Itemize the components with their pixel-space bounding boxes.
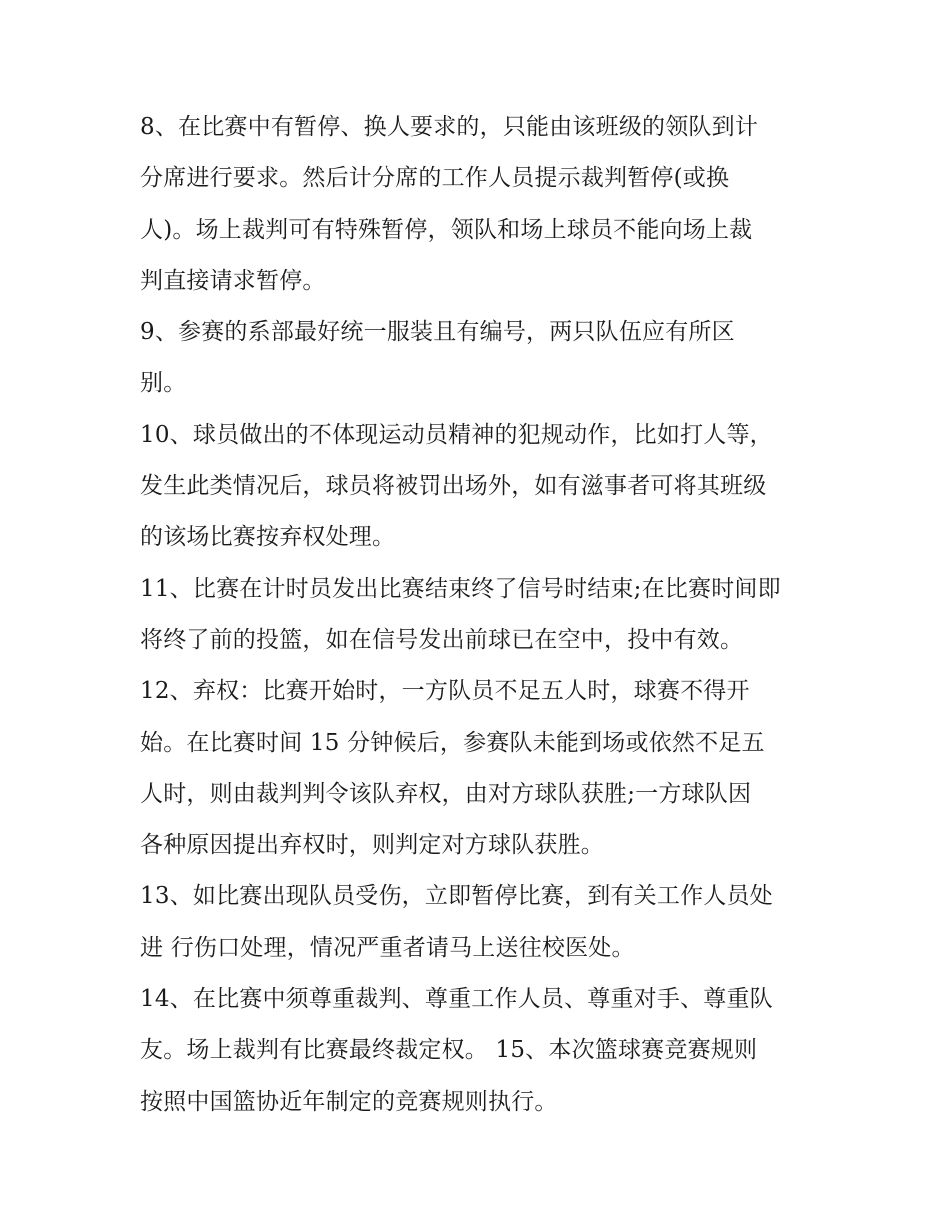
text-line: 13、如比赛出现队员受伤，立即暂停比赛，到有关工作人员处 (140, 883, 773, 910)
text-line: 别。 (140, 370, 187, 397)
text-line: 人时，则由裁判判令该队弃权，由对方球队获胜;一方球队因 (140, 780, 752, 807)
text-line: 14、在比赛中须尊重裁判、尊重工作人员、尊重对手、尊重队 (140, 986, 773, 1013)
text-line: 9、参赛的系部最好统一服装且有编号，两只队伍应有所区 (140, 319, 735, 346)
text-line: 人)。场上裁判可有特殊暂停，领队和场上球员不能向场上裁 (140, 216, 753, 243)
text-line: 按照中国篮协近年制定的竞赛规则执行。 (140, 1088, 558, 1115)
text-line: 将终了前的投篮，如在信号发出前球已在空中，投中有效。 (140, 626, 744, 653)
text-line: 8、在比赛中有暂停、换人要求的，只能由该班级的领队到计 (140, 114, 759, 140)
text-line: 分席进行要求。然后计分席的工作人员提示裁判暂停(或换 (140, 165, 730, 192)
text-line: 11、比赛在计时员发出比赛结束终了信号时结束;在比赛时间即 (140, 575, 781, 602)
text-line: 友。场上裁判有比赛最终裁定权。 15、本次篮球赛竞赛规则 (140, 1037, 758, 1064)
text-line: 12、弃权：比赛开始时，一方队员不足五人时，球赛不得开 (140, 678, 750, 705)
text-line: 10、球员做出的不体现运动员精神的犯规动作，比如打人等， (140, 421, 773, 448)
text-line: 进 行伤口处理，情况严重者请马上送往校医处。 (140, 934, 635, 961)
text-line: 始。在比赛时间 15 分钟候后，参赛队未能到场或依然不足五 (140, 729, 765, 756)
text-line: 各种原因提出弃权时，则判定对方球队获胜。 (140, 832, 604, 859)
rules-text-block (140, 102, 820, 1128)
text-line: 的该场比赛按弃权处理。 (140, 524, 396, 551)
text-line: 发生此类情况后，球员将被罚出场外，如有滋事者可将其班级 (140, 473, 767, 500)
text-line: 判直接请求暂停。 (140, 267, 326, 294)
